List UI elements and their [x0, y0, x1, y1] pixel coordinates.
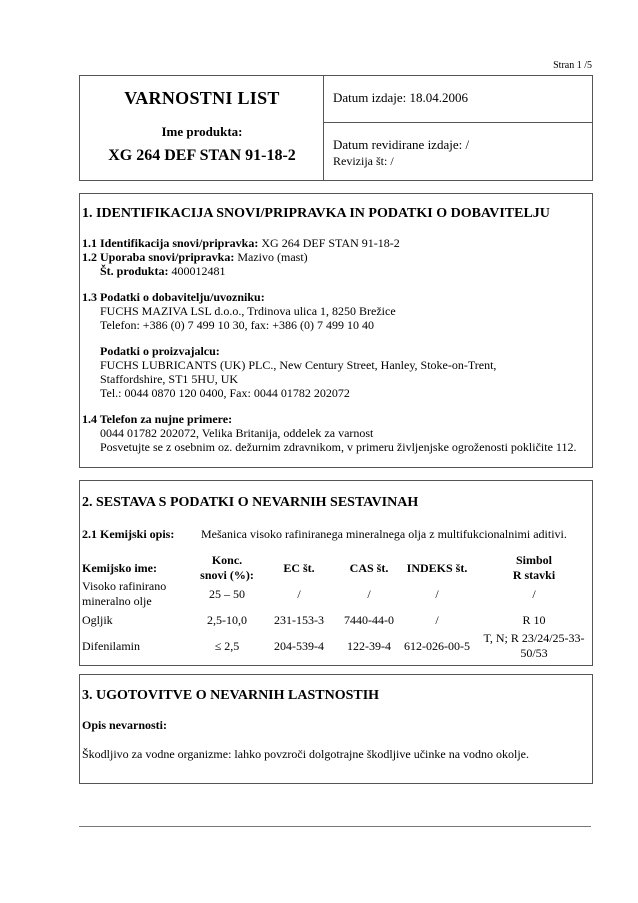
product-number-label: Št. produkta:	[100, 264, 169, 278]
product-number-line	[100, 264, 225, 279]
table-row-3-conc: ≤ 2,5	[214, 639, 240, 653]
table-row-2-ec: 231-153-3	[274, 613, 324, 627]
emergency-label: 1.4 Telefon za nujne primere:	[82, 412, 233, 426]
section-1-title: 1. IDENTIFIKACIJA SNOVI/PRIPRAVKA IN PODATKI O DOBAVITELJU	[82, 206, 550, 221]
emergency-phone: 0044 01782 202072, Velika Britanija, oddelek za varnost	[100, 426, 374, 440]
supplier-address: FUCHS MAZIVA LSL d.o.o., Trdinova ulica 1, 8250 Brežice	[100, 304, 396, 318]
table-row-3-name: Difenilamin	[82, 639, 140, 653]
issue-date: Datum izdaje: 18.04.2006	[333, 90, 469, 105]
revision-number: Revizija št: /	[333, 154, 394, 168]
page-number: Stran 1 /5	[553, 60, 592, 71]
supplier-phone: Telefon: +386 (0) 7 499 10 30, fax: +386 (0) 7 499 10 40	[100, 318, 374, 332]
section-2	[79, 480, 593, 666]
document-title: VARNOSTNI LIST	[124, 88, 280, 108]
table-row-1-name-line1: Visoko rafinirano	[82, 579, 167, 593]
revision-date: Datum revidirane izdaje: /	[333, 137, 470, 152]
header-divider	[324, 122, 592, 123]
table-row-2-symbol: R 10	[522, 613, 546, 627]
col-header-cas: CAS št.	[349, 561, 389, 575]
col-header-ec: EC št.	[283, 561, 315, 575]
section-3-title: 3. UGOTOVITVE O NEVARNIH LASTNOSTIH	[82, 688, 380, 703]
product-name: XG 264 DEF STAN 91-18-2	[108, 147, 296, 164]
table-row-3-ec: 204-539-4	[274, 639, 324, 653]
chemical-description-label: 2.1 Kemijski opis:	[82, 527, 175, 541]
identification-value: XG 264 DEF STAN 91-18-2	[258, 236, 400, 250]
product-number-value: 400012481	[168, 264, 226, 278]
col-header-symbol	[478, 553, 590, 583]
table-row-3-symbol	[478, 631, 590, 661]
emergency-advice: Posvetujte se z osebnim oz. dežurnim zdravnikom, v primeru življenjske ogroženosti pokličite 112.	[100, 440, 577, 454]
table-row-2-conc: 2,5-10,0	[207, 613, 247, 627]
hazard-label: Opis nevarnosti:	[82, 718, 168, 732]
table-row-1-cas: /	[367, 587, 371, 601]
table-row-1-ec: /	[297, 587, 301, 601]
table-row-2-name: Ogljik	[82, 613, 113, 627]
col-header-symbol-line1: Simbol	[515, 553, 552, 567]
col-header-name: Kemijsko ime:	[82, 561, 157, 575]
producer-phone: Tel.: 0044 0870 120 0400, Fax: 0044 01782 202072	[100, 386, 350, 400]
table-row-2-index: /	[435, 613, 439, 627]
chemical-description-value: Mešanica visoko rafiniranega mineralnega olja z multifukcionalnimi aditivi.	[201, 527, 567, 541]
identification-label: 1.1 Identifikacija snovi/pripravka:	[82, 236, 259, 250]
table-row-1-index: /	[435, 587, 439, 601]
usage-value: Mazivo (mast)	[234, 250, 308, 264]
footer-divider	[79, 826, 591, 827]
col-header-conc-line2: snovi (%):	[200, 568, 254, 582]
section-3	[79, 674, 593, 784]
document-header	[79, 75, 593, 181]
table-row-1-name-line2: mineralno olje	[82, 594, 152, 608]
producer-label: Podatki o proizvajalcu:	[100, 344, 220, 358]
producer-address-2: Staffordshire, ST1 5HU, UK	[100, 372, 239, 386]
section-2-title: 2. SESTAVA S PODATKI O NEVARNIH SESTAVINAH	[82, 495, 419, 510]
col-header-index: INDEKS št.	[406, 561, 468, 575]
table-row-2-cas: 7440-44-0	[344, 613, 394, 627]
supplier-label: 1.3 Podatki o dobavitelju/uvozniku:	[82, 290, 265, 304]
table-row-1-name	[82, 579, 166, 609]
hazard-text: Škodljivo za vodne organizme: lahko povzroči dolgotrajne škodljive učinke na vodno okolje.	[82, 747, 530, 761]
product-name-label: Ime produkta:	[161, 124, 243, 139]
table-row-3-cas: 122-39-4	[347, 639, 391, 653]
table-row-1-symbol: /	[532, 587, 536, 601]
col-header-conc-line1: Konc.	[211, 553, 243, 567]
col-header-symbol-line2: R stavki	[512, 568, 556, 582]
usage-label: 1.2 Uporaba snovi/pripravka:	[82, 250, 235, 264]
section-1	[79, 193, 593, 468]
table-row-3-index: 612-026-00-5	[404, 639, 470, 653]
table-row-3-symbol-line1: T, N; R 23/24/25-33-	[483, 631, 585, 645]
usage-line	[82, 250, 308, 265]
producer-address-1: FUCHS LUBRICANTS (UK) PLC., New Century Street, Hanley, Stoke-on-Trent,	[100, 358, 497, 372]
col-header-conc	[192, 553, 262, 583]
identification-line	[82, 236, 400, 251]
table-row-3-symbol-line2: 50/53	[520, 646, 548, 660]
table-row-1-conc: 25 – 50	[209, 587, 245, 601]
header-title-cell	[80, 76, 324, 180]
